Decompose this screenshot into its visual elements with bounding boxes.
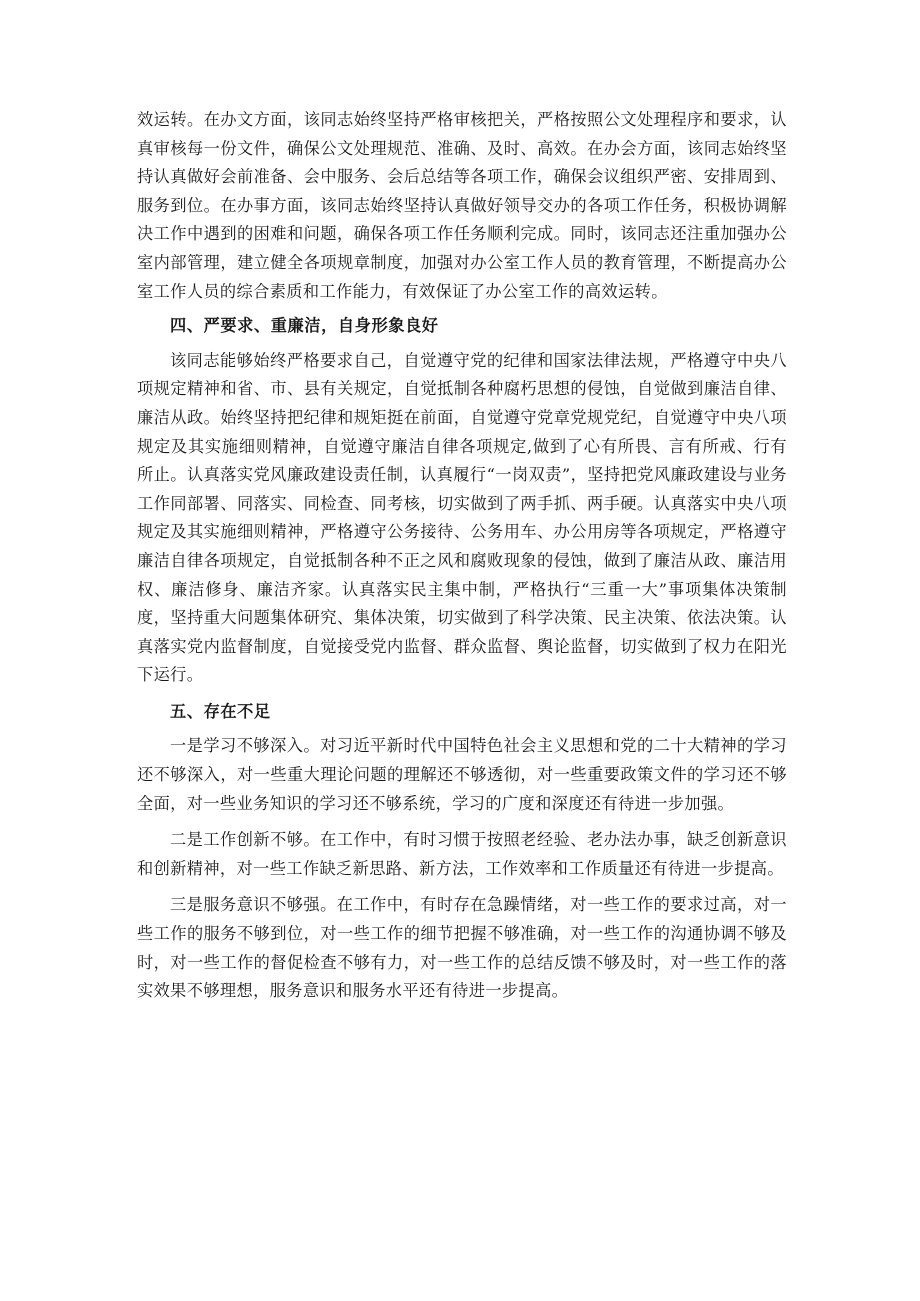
section-heading-5: 五、存在不足 [170,701,271,721]
section-heading-4: 四、严要求、重廉洁，自身形象良好 [170,316,439,336]
deficiency-item-1: 一是学习不够深入。对习近平新时代中国特色社会主义思想和党的二十大精神的学习还不够深入，对一些重大理论问题的理解还不够透彻，对一些重要政策文件的学习还不够全面，对一些业务知识的学习还不够系统，学习的广度和深度还有待进一步加强。 [137,736,787,813]
deficiency-item-2: 二是工作创新不够。在工作中，有时习惯于按照老经验、老办法办事，缺乏创新意识和创新精神，对一些工作缺乏新思路、新方法，工作效率和工作质量还有待进一步提高。 [137,830,787,878]
continued-paragraph: 效运转。在办文方面，该同志始终坚持严格审核把关，严格按照公文处理程序和要求，认真审核每一份文件，确保公文处理规范、准确、及时、高效。在办会方面，该同志始终坚持认真做好会前准备、会中服务、会后总结等各项工作，确保会议组织严密、安排周到、服务到位。在办事方面，该同志始终坚持认真做好领导交办的各项工作任务，积极协调解决工作中遇到的困难和问题，确保各项工作任务顺利完成。同时，该同志还注重加强办公室内部管理，建立健全各项规章制度，加强对办公室工作人员的教育管理，不断提高办公室工作人员的综合素质和工作能力，有效保证了办公室工作的高效运转。 [137,110,787,301]
section-4-body: 该同志能够始终严格要求自己，自觉遵守党的纪律和国家法律法规，严格遵守中央八项规定精神和省、市、县有关规定，自觉抵制各种腐朽思想的侵蚀，自觉做到廉洁自律、廉洁从政。始终坚持把纪律和规矩挺在前面，自觉遵守党章党规党纪，自觉遵守中央八项规定及其实施细则精神，自觉遵守廉洁自律各项规定,做到了心有所畏、言有所戒、行有所止。认真落实党风廉政建设责任制，认真履行“一岗双责”，坚持把党风廉政建设与业务工作同部署、同落实、同检查、同考核，切实做到了两手抓、两手硬。认真落实中央八项规定及其实施细则精神，严格遵守公务接待、公务用车、办公用房等各项规定，严格遵守廉洁自律各项规定，自觉抵制各种不正之风和腐败现象的侵蚀，做到了廉洁从政、廉洁用权、廉洁修身、廉洁齐家。认真落实民主集中制，严格执行“三重一大”事项集体决策制度，坚持重大问题集体研究、集体决策，切实做到了科学决策、民主决策、依法决策。认真落实党内监督制度，自觉接受党内监督、群众监督、舆论监督，切实做到了权力在阳光下运行。 [137,350,787,685]
document-page [137,106,787,1006]
deficiency-item-3: 三是服务意识不够强。在工作中，有时存在急躁情绪，对一些工作的要求过高，对一些工作的服务不够到位，对一些工作的细节把握不够准确，对一些工作的沟通协调不够及时，对一些工作的督促检查不够有力，对一些工作的总结反馈不够及时，对一些工作的落实效果不够理想，服务意识和服务水平还有待进一步提高。 [137,895,787,1001]
